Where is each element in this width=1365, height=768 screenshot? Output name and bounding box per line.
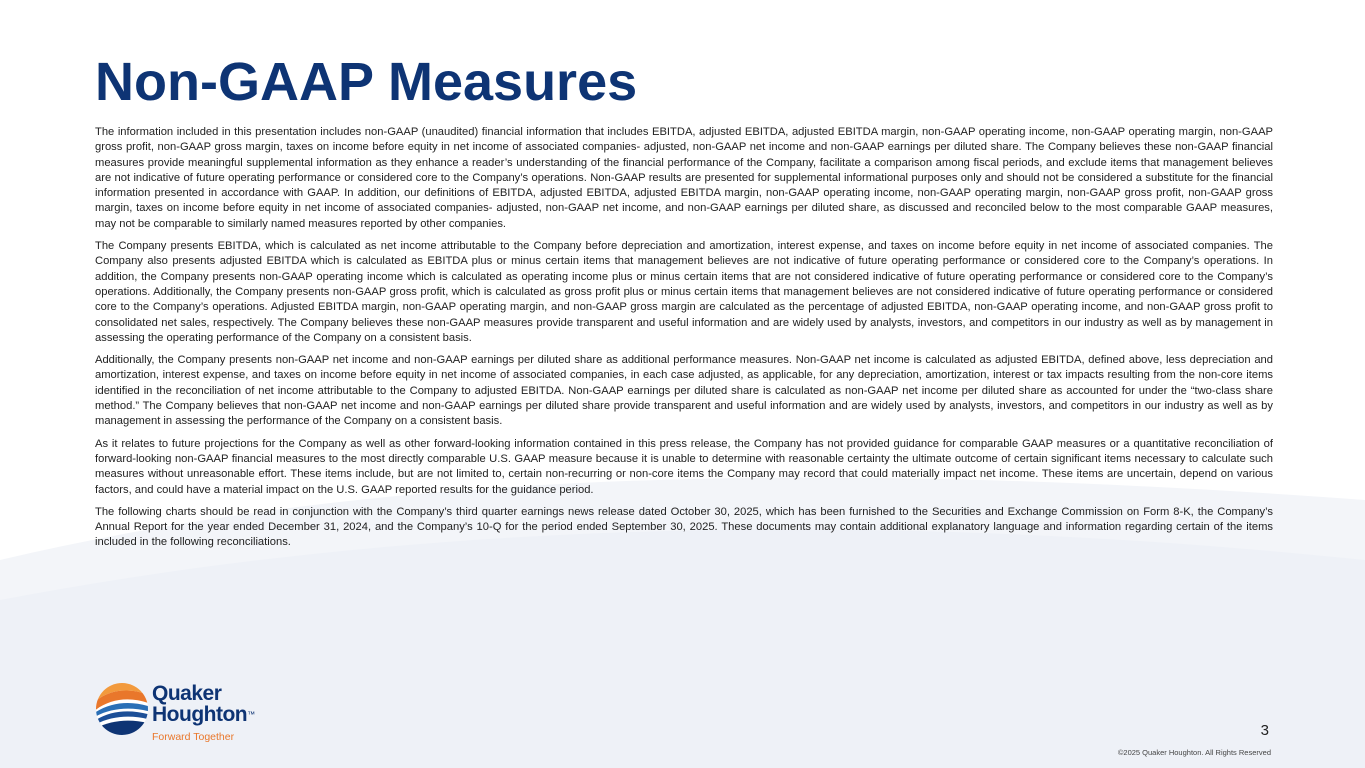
logo-mark-icon (95, 682, 149, 736)
paragraph-4: As it relates to future projections for the Company as well as other forward-looking information contained in this press release, the Company has not provided guidance for comparable GAAP measures or a quantitative reconciliation of forward-looking non-GAAP financial measures to the most directly comparable U.S. GAAP measure because it is unable to determine with reasonable certainty the ultimate outcome of certain significant items necessary to calculate such measures without unreasonable effort. These items include, but are not limited to, certain non-recurring or non-core items the Company may record that could materially impact net income. These items are uncertain, depend on various factors, and could have a material impact on the U.S. GAAP reported results for the guidance period. (95, 437, 1273, 496)
logo-word-houghton (152, 704, 255, 726)
page-number: 3 (1260, 722, 1269, 739)
paragraph-3: Additionally, the Company presents non-GAAP net income and non-GAAP earnings per diluted share as additional performance measures. Non-GAAP net income is calculated as adjusted EBITDA, defined above, less depreciation and amortization, interest expense, and taxes on income before equity in net income of associated companies, in each case adjusted, as applicable, for any depreciation, amortization, interest or tax impacts resulting from the non-core items identified in the reconciliation of net income attributable to the Company to adjusted EBITDA. Non-GAAP earnings per diluted share is calculated as non-GAAP net income per diluted share as accounted for under the “two-class share method.” The Company believes that non-GAAP net income and non-GAAP earnings per diluted share provide transparent and useful information and are widely used by analysts, investors, and competitors in our industry as well as by management in assessing the performance of the Company on a consistent basis. (95, 354, 1273, 428)
page-title: Non-GAAP Measures (95, 52, 638, 112)
paragraph-1: The information included in this presentation includes non-GAAP (unaudited) financial information that includes EBITDA, adjusted EBITDA, adjusted EBITDA margin, non-GAAP operating income, non-GAAP operating margin, non-GAAP gross profit, non-GAAP gross margin, taxes on income before equity in net income of associated companies- adjusted, non-GAAP net income and non-GAAP earnings per diluted share. The Company believes these non-GAAP financial measures provide meaningful supplemental information as they enhance a reader’s understanding of the financial performance of the Company, facilitate a comparison among fiscal periods, and exclude items that management believes are not indicative of future operating performance or considered core to the Company’s operations. Non-GAAP results are presented for supplemental informational purposes only and should not be considered a substitute for the financial information presented in accordance with GAAP. In addition, our definitions of EBITDA, adjusted EBITDA, adjusted EBITDA margin, non-GAAP operating income, non-GAAP operating margin, non-GAAP gross profit, non-GAAP gross margin, taxes on income before equity in net income of associated companies- adjusted, non-GAAP net income, and non-GAAP earnings per diluted share, as discussed and reconciled below to the most comparable GAAP measures, may not be comparable to similarly named measures reported by other companies. (95, 126, 1273, 230)
copyright-notice: ©2025 Quaker Houghton. All Rights Reserved (1117, 748, 1271, 757)
logo-tagline: Forward Together (152, 731, 235, 743)
paragraph-5: The following charts should be read in conjunction with the Company’s third quarter earnings news release dated October 30, 2025, which has been furnished to the Securities and Exchange Commission on Form 8-K, the Company’s Annual Report for the year ended December 31, 2024, and the Company’s 10-Q for the period ended September 30, 2025. These documents may contain additional explanatory language and information regarding certain of the items included in the following reconciliations. (95, 505, 1273, 549)
logo-word-houghton-text: Houghton (152, 703, 248, 726)
logo-word-quaker: Quaker (152, 682, 222, 705)
body-text (95, 125, 1273, 558)
paragraph-2: The Company presents EBITDA, which is calculated as net income attributable to the Company before depreciation and amortization, interest expense, and taxes on income before equity in net income of associated companies. The Company also presents adjusted EBITDA which is calculated as EBITDA plus or minus certain items that management believes are not indicative of future operating performance or considered core to the Company’s operations. In addition, the Company presents non-GAAP operating income which is calculated as operating income plus or minus certain items that are not considered indicative of future operating performance or considered core to the Company’s operations. Additionally, the Company presents non-GAAP gross profit, which is calculated as gross profit plus or minus certain items that management believes are not considered indicative of future operating performance or considered core to the Company’s operations. Adjusted EBITDA margin, non-GAAP operating margin, and non-GAAP gross margin are calculated as the percentage of adjusted EBITDA, non-GAAP operating income, and non-GAAP gross profit to consolidated net sales, respectively. The Company believes these non-GAAP measures provide transparent and useful information and are widely used by analysts, investors, and competitors in our industry as well as by management in assessing the operating performance of the Company on a consistent basis. (95, 240, 1273, 344)
company-logo (95, 678, 270, 748)
logo-trademark: ™ (247, 710, 255, 719)
